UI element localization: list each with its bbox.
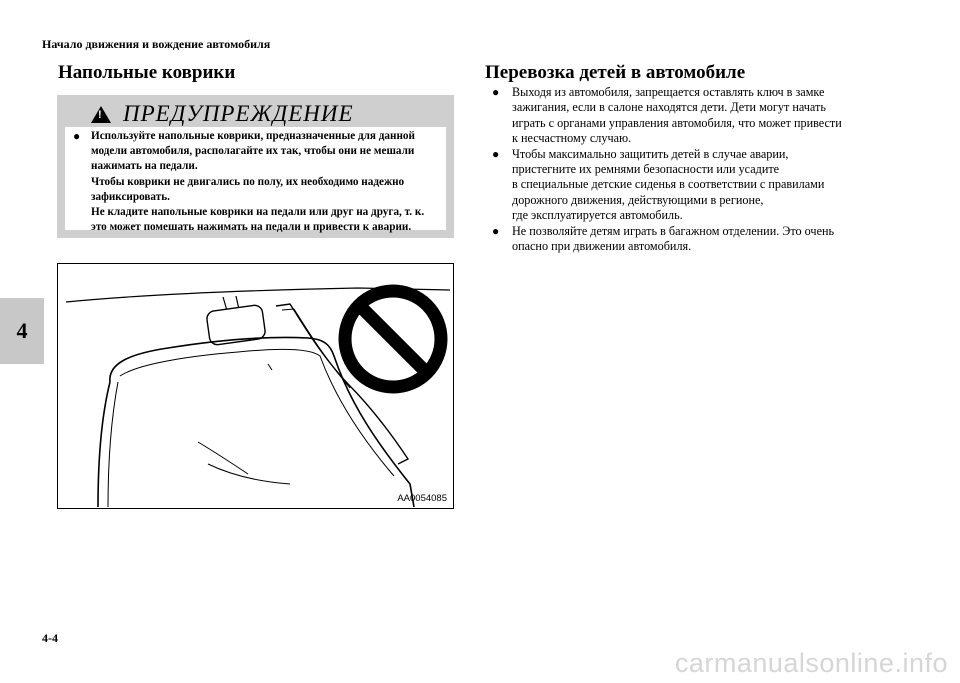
warning-box: [57, 95, 454, 238]
list-item: [492, 147, 892, 224]
floor-mat-illustration: [57, 263, 454, 509]
bullet-icon: ●: [492, 223, 500, 238]
warning-body: [65, 127, 446, 234]
section-title-floor-mats: Напольные коврики: [58, 62, 236, 83]
list-line: играть с органами управления автомобиля, что может привести: [512, 115, 842, 130]
list-item: [492, 85, 892, 147]
child-safety-list: [492, 85, 892, 254]
list-line: Чтобы максимально защитить детей в случае аварии,: [512, 146, 789, 161]
warning-line: Используйте напольные коврики, предназначенные для данной: [91, 130, 415, 142]
watermark: carmanualsonline.info: [674, 648, 948, 678]
list-line: опасно при движении автомобиля.: [512, 239, 692, 254]
warning-line: это может помешать нажимать на педали и привести к аварии.: [91, 221, 412, 234]
bullet-icon: ●: [492, 85, 500, 99]
list-line: Выходя из автомобиля, запрещается оставлять ключ в замке: [512, 85, 825, 99]
warning-line: зафиксировать.: [91, 190, 170, 203]
list-line: где эксплуатируется автомобиль.: [512, 208, 683, 223]
running-header: Начало движения и вождение автомобиля: [42, 37, 271, 51]
list-line: дорожного движения, действующими в регионе,: [512, 192, 764, 207]
list-line: в специальные детские сиденья в соответствии с правилами: [512, 177, 825, 192]
list-line: к несчастному случаю.: [512, 131, 632, 146]
warning-item: [73, 129, 440, 235]
floor-mat-drawing: [58, 264, 453, 508]
list-line: пристегните их ремнями безопасности или усадите: [512, 162, 780, 177]
section-title-child-transport: Перевозка детей в автомобиле: [485, 62, 746, 83]
bullet-icon: ●: [73, 129, 81, 143]
warning-triangle-icon: !: [91, 106, 111, 123]
warning-line: Не кладите напольные коврики на педали или друг на друга, т. к.: [91, 206, 425, 219]
warning-header: [91, 103, 354, 125]
warning-line: модели автомобиля, располагайте их так, чтобы они не мешали: [91, 145, 415, 158]
chapter-tab: 4: [0, 298, 44, 364]
list-line: зажигания, если в салоне находятся дети. Дети могут начать: [512, 100, 826, 115]
page-number: 4-4: [42, 631, 58, 645]
warning-line: нажимать на педали.: [91, 160, 198, 173]
list-line: Не позволяйте детям играть в багажном отделении. Это очень: [512, 223, 835, 238]
warning-label: ПРЕДУПРЕЖДЕНИЕ: [123, 101, 354, 126]
list-item: [492, 224, 892, 255]
figure-code: AA0054085: [397, 493, 447, 504]
warning-line: Чтобы коврики не двигались по полу, их необходимо надежно: [91, 175, 405, 188]
bullet-icon: ●: [492, 146, 500, 161]
